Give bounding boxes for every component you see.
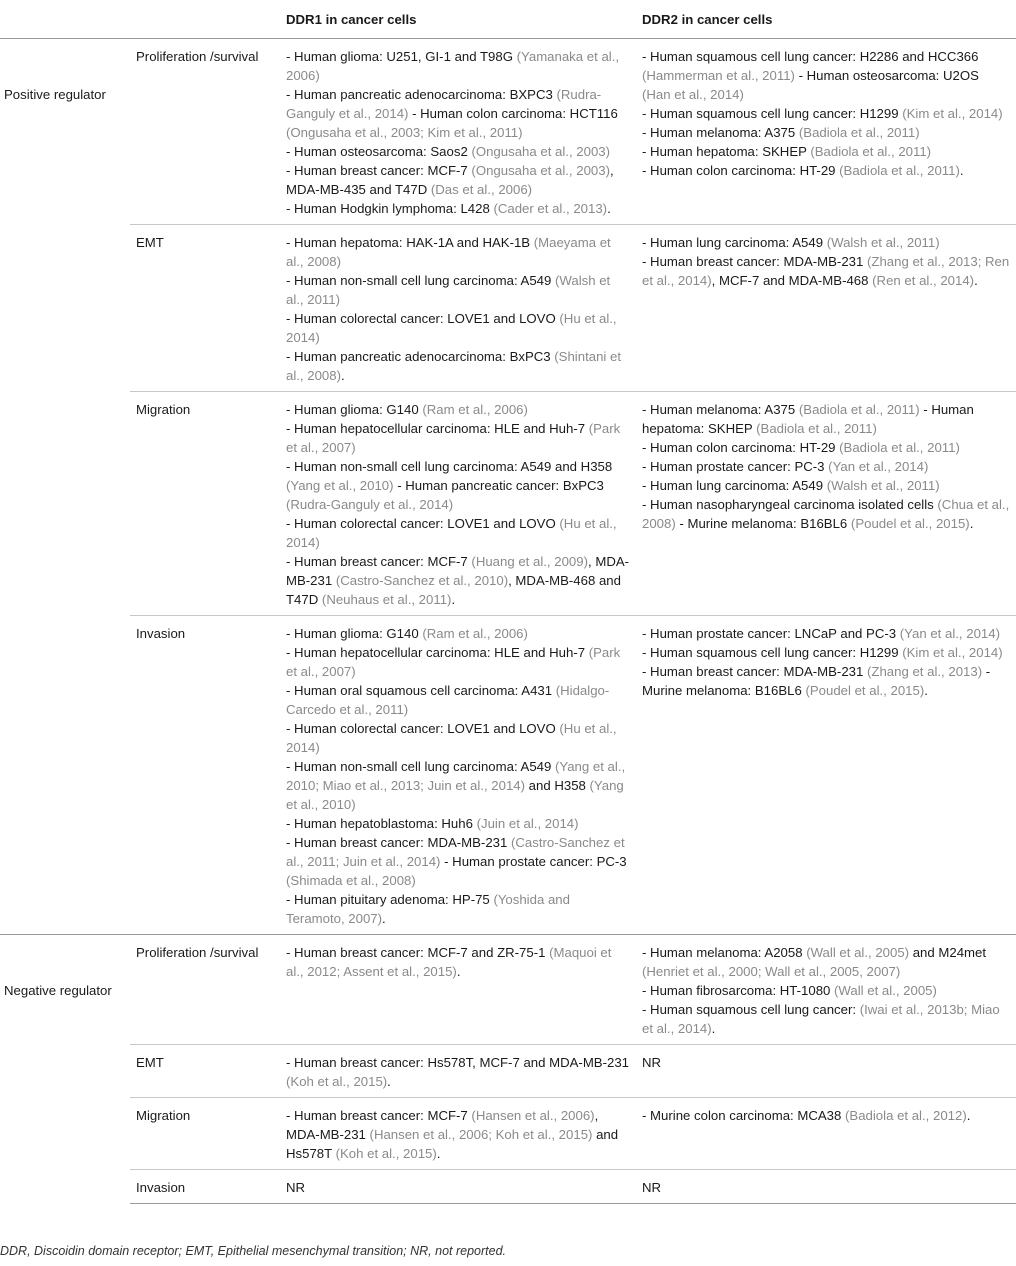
citation: (Shintani et al., 2008) <box>286 349 621 383</box>
citation: (Badiola et al., 2011) <box>839 440 960 455</box>
category-cell: Invasion <box>130 616 280 935</box>
citation: (Hansen et al., 2006) <box>471 1108 595 1123</box>
citation: (Ren et al., 2014) <box>872 273 975 288</box>
citation: (Walsh et al., 2011) <box>286 273 611 307</box>
ddr2-cell: NR <box>636 1170 1016 1204</box>
category-cell: EMT <box>130 225 280 392</box>
citation: (Yan et al., 2014) <box>899 626 1000 641</box>
citation: (Ram et al., 2006) <box>422 402 528 417</box>
ddr1-cell: - Human glioma: G140 (Ram et al., 2006) - Human hepatocellular carcinoma: HLE and Huh-7 (Park et al., 2007) - Human non-small cell lung carcinoma: A549 and H358 (Yang et al., 2010) - Human pancreatic cancer: BxPC3 (Rudra-Ganguly et al., 2014) - Human colorectal cancer: LOVE1 and LOVO (Hu et al., 2014) - Human breast cancer: MCF-7 (Huang et al., 2009), MDA-MB-231 (Castro-Sanchez et al., 2010), MDA-MB-468 and T47D (Neuhaus et al., 2011). <box>280 392 636 616</box>
category-cell: Migration <box>130 392 280 616</box>
citation: (Yan et al., 2014) <box>828 459 929 474</box>
citation: (Huang et al., 2009) <box>471 554 588 569</box>
citation: (Zhang et al., 2013; Ren et al., 2014) <box>642 254 1010 288</box>
citation: (Badiola et al., 2011) <box>810 144 932 159</box>
table-footnote: DDR, Discoidin domain receptor; EMT, Epithelial mesenchymal transition; NR, not reported. <box>0 1244 506 1258</box>
citation: (Yang et al., 2010) <box>286 478 394 493</box>
ddr2-cell: - Human lung carcinoma: A549 (Walsh et al., 2011) - Human breast cancer: MDA-MB-231 (Zhang et al., 2013; Ren et al., 2014), MCF-7 and MDA-MB-468 (Ren et al., 2014). <box>636 225 1016 392</box>
citation: (Ongusaha et al., 2003) <box>471 144 611 159</box>
citation: (Castro-Sanchez et al., 2011; Juin et al., 2014) <box>286 835 625 869</box>
table-header-row <box>0 0 1016 39</box>
category-cell: EMT <box>130 1045 280 1098</box>
group-negative-cell <box>0 935 130 1204</box>
ddr1-cell: - Human breast cancer: MCF-7 (Hansen et al., 2006), MDA-MB-231 (Hansen et al., 2006; Koh et al., 2015) and Hs578T (Koh et al., 2015). <box>280 1098 636 1170</box>
ddr2-cell: NR <box>636 1045 1016 1098</box>
citation: (Hansen et al., 2006; Koh et al., 2015) <box>369 1127 593 1142</box>
citation: (Poudel et al., 2015) <box>805 683 925 698</box>
citation: (Badiola et al., 2011) <box>798 125 920 140</box>
citation: (Chua et al., 2008) <box>642 497 1010 531</box>
citation: (Ongusaha et al., 2003; Kim et al., 2011) <box>286 125 523 140</box>
table-row <box>0 616 1016 935</box>
citation: (Hidalgo-Carcedo et al., 2011) <box>286 683 610 717</box>
citation: (Park et al., 2007) <box>286 421 621 455</box>
citation: (Maeyama et al., 2008) <box>286 235 611 269</box>
citation: (Juin et al., 2014) <box>476 816 579 831</box>
table-row <box>0 392 1016 616</box>
citation: (Maquoi et al., 2012; Assent et al., 2015) <box>286 945 612 979</box>
citation: (Yang et al., 2010) <box>286 778 624 812</box>
table-row <box>0 1045 1016 1098</box>
category-cell: Migration <box>130 1098 280 1170</box>
category-cell: Invasion <box>130 1170 280 1204</box>
citation: (Badiola et al., 2011) <box>798 402 920 417</box>
table-row <box>0 39 1016 225</box>
group-negative-label: Negative regulator <box>4 983 112 998</box>
citation: (Cader et al., 2013) <box>493 201 608 216</box>
citation: (Hu et al., 2014) <box>286 516 617 550</box>
citation: (Yang et al., 2010; Miao et al., 2013; Juin et al., 2014) <box>286 759 626 793</box>
citation: (Das et al., 2006) <box>430 182 533 197</box>
citation: (Rudra-Ganguly et al., 2014) <box>286 497 454 512</box>
citation: (Neuhaus et al., 2011) <box>321 592 452 607</box>
category-cell: Proliferation /survival <box>130 39 280 225</box>
citation: (Kim et al., 2014) <box>902 645 1003 660</box>
citation: (Walsh et al., 2011) <box>826 478 940 493</box>
citation: (Han et al., 2014) <box>642 87 744 102</box>
header-ddr2: DDR2 in cancer cells <box>636 0 1016 39</box>
citation: (Poudel et al., 2015) <box>850 516 970 531</box>
citation: (Ram et al., 2006) <box>422 626 528 641</box>
ddr2-cell: - Human melanoma: A2058 (Wall et al., 2005) and M24met (Henriet et al., 2000; Wall et al., 2005, 2007) - Human fibrosarcoma: HT-1080 (Wall et al., 2005) - Human squamous cell lung cancer: (Iwai et al., 2013b; Miao et al., 2014). <box>636 935 1016 1045</box>
header-category <box>130 0 280 39</box>
citation: (Hu et al., 2014) <box>286 311 617 345</box>
citation: (Hammerman et al., 2011) <box>642 68 795 83</box>
ddr1-cell: - Human breast cancer: Hs578T, MCF-7 and MDA-MB-231 (Koh et al., 2015). <box>280 1045 636 1098</box>
citation: (Rudra-Ganguly et al., 2014) <box>286 87 602 121</box>
citation: (Koh et al., 2015) <box>286 1074 388 1089</box>
ddr1-cell: NR <box>280 1170 636 1204</box>
ddr2-cell: - Murine colon carcinoma: MCA38 (Badiola et al., 2012). <box>636 1098 1016 1170</box>
table-row <box>0 1170 1016 1204</box>
ddr2-cell: - Human squamous cell lung cancer: H2286 and HCC366 (Hammerman et al., 2011) - Human osteosarcoma: U2OS (Han et al., 2014) - Human squamous cell lung cancer: H1299 (Kim et al., 2014) - Human melanoma: A375 (Badiola et al., 2011) - Human hepatoma: SKHEP (Badiola et al., 2011) - Human colon carcinoma: HT-29 (Badiola et al., 2011). <box>636 39 1016 225</box>
citation: (Ongusaha et al., 2003) <box>471 163 610 178</box>
group-positive-label: Positive regulator <box>4 87 106 102</box>
ddr1-cell: - Human glioma: U251, GI-1 and T98G (Yamanaka et al., 2006) - Human pancreatic adenocarcinoma: BXPC3 (Rudra-Ganguly et al., 2014) - Human colon carcinoma: HCT116 (Ongusaha et al., 2003; Kim et al., 2011) - Human osteosarcoma: Saos2 (Ongusaha et al., 2003) - Human breast cancer: MCF-7 (Ongusaha et al., 2003), MDA-MB-435 and T47D (Das et al., 2006) - Human Hodgkin lymphoma: L428 (Cader et al., 2013). <box>280 39 636 225</box>
citation: (Koh et al., 2015) <box>335 1146 437 1161</box>
ddr1-cell: - Human glioma: G140 (Ram et al., 2006) - Human hepatocellular carcinoma: HLE and Huh-7 (Park et al., 2007) - Human oral squamous cell carcinoma: A431 (Hidalgo-Carcedo et al., 2011) - Human colorectal cancer: LOVE1 and LOVO (Hu et al., 2014) - Human non-small cell lung carcinoma: A549 (Yang et al., 2010; Miao et al., 2013; Juin et al., 2014) and H358 (Yang et al., 2010) - Human hepatoblastoma: Huh6 (Juin et al., 2014) - Human breast cancer: MDA-MB-231 (Castro-Sanchez et al., 2011; Juin et al., 2014) - Human prostate cancer: PC-3 (Shimada et al., 2008) - Human pituitary adenoma: HP-75 (Yoshida and Teramoto, 2007). <box>280 616 636 935</box>
citation: (Castro-Sanchez et al., 2010) <box>335 573 509 588</box>
citation: (Park et al., 2007) <box>286 645 621 679</box>
table-row <box>0 1098 1016 1170</box>
citation: (Hu et al., 2014) <box>286 721 617 755</box>
citation: (Iwai et al., 2013b; Miao et al., 2014) <box>642 1002 1000 1036</box>
header-group <box>0 0 130 39</box>
ddr2-cell: - Human prostate cancer: LNCaP and PC-3 (Yan et al., 2014) - Human squamous cell lung cancer: H1299 (Kim et al., 2014) - Human breast cancer: MDA-MB-231 (Zhang et al., 2013) - Murine melanoma: B16BL6 (Poudel et al., 2015). <box>636 616 1016 935</box>
citation: (Yamanaka et al., 2006) <box>286 49 620 83</box>
ddr2-cell: - Human melanoma: A375 (Badiola et al., 2011) - Human hepatoma: SKHEP (Badiola et al., 2011) - Human colon carcinoma: HT-29 (Badiola et al., 2011) - Human prostate cancer: PC-3 (Yan et al., 2014) - Human lung carcinoma: A549 (Walsh et al., 2011) - Human nasopharyngeal carcinoma isolated cells (Chua et al., 2008) - Murine melanoma: B16BL6 (Poudel et al., 2015). <box>636 392 1016 616</box>
ddr1-cell: - Human hepatoma: HAK-1A and HAK-1B (Maeyama et al., 2008) - Human non-small cell lung carcinoma: A549 (Walsh et al., 2011) - Human colorectal cancer: LOVE1 and LOVO (Hu et al., 2014) - Human pancreatic adenocarcinoma: BxPC3 (Shintani et al., 2008). <box>280 225 636 392</box>
citation: (Badiola et al., 2011) <box>756 421 877 436</box>
citation: (Shimada et al., 2008) <box>286 873 416 888</box>
citation: (Henriet et al., 2000; Wall et al., 2005, 2007) <box>642 964 901 979</box>
citation: (Wall et al., 2005) <box>834 983 937 998</box>
ddr1-cell: - Human breast cancer: MCF-7 and ZR-75-1 (Maquoi et al., 2012; Assent et al., 2015). <box>280 935 636 1045</box>
citation: (Wall et al., 2005) <box>806 945 910 960</box>
citation: (Yoshida and Teramoto, 2007) <box>286 892 570 926</box>
header-ddr1: DDR1 in cancer cells <box>280 0 636 39</box>
citation: (Zhang et al., 2013) <box>867 664 983 679</box>
table-row <box>0 935 1016 1045</box>
citation: (Walsh et al., 2011) <box>826 235 940 250</box>
group-positive-cell <box>0 39 130 935</box>
table-row <box>0 225 1016 392</box>
citation: (Kim et al., 2014) <box>902 106 1003 121</box>
category-cell: Proliferation /survival <box>130 935 280 1045</box>
citation: (Badiola et al., 2011) <box>839 163 960 178</box>
citation: (Badiola et al., 2012) <box>845 1108 967 1123</box>
